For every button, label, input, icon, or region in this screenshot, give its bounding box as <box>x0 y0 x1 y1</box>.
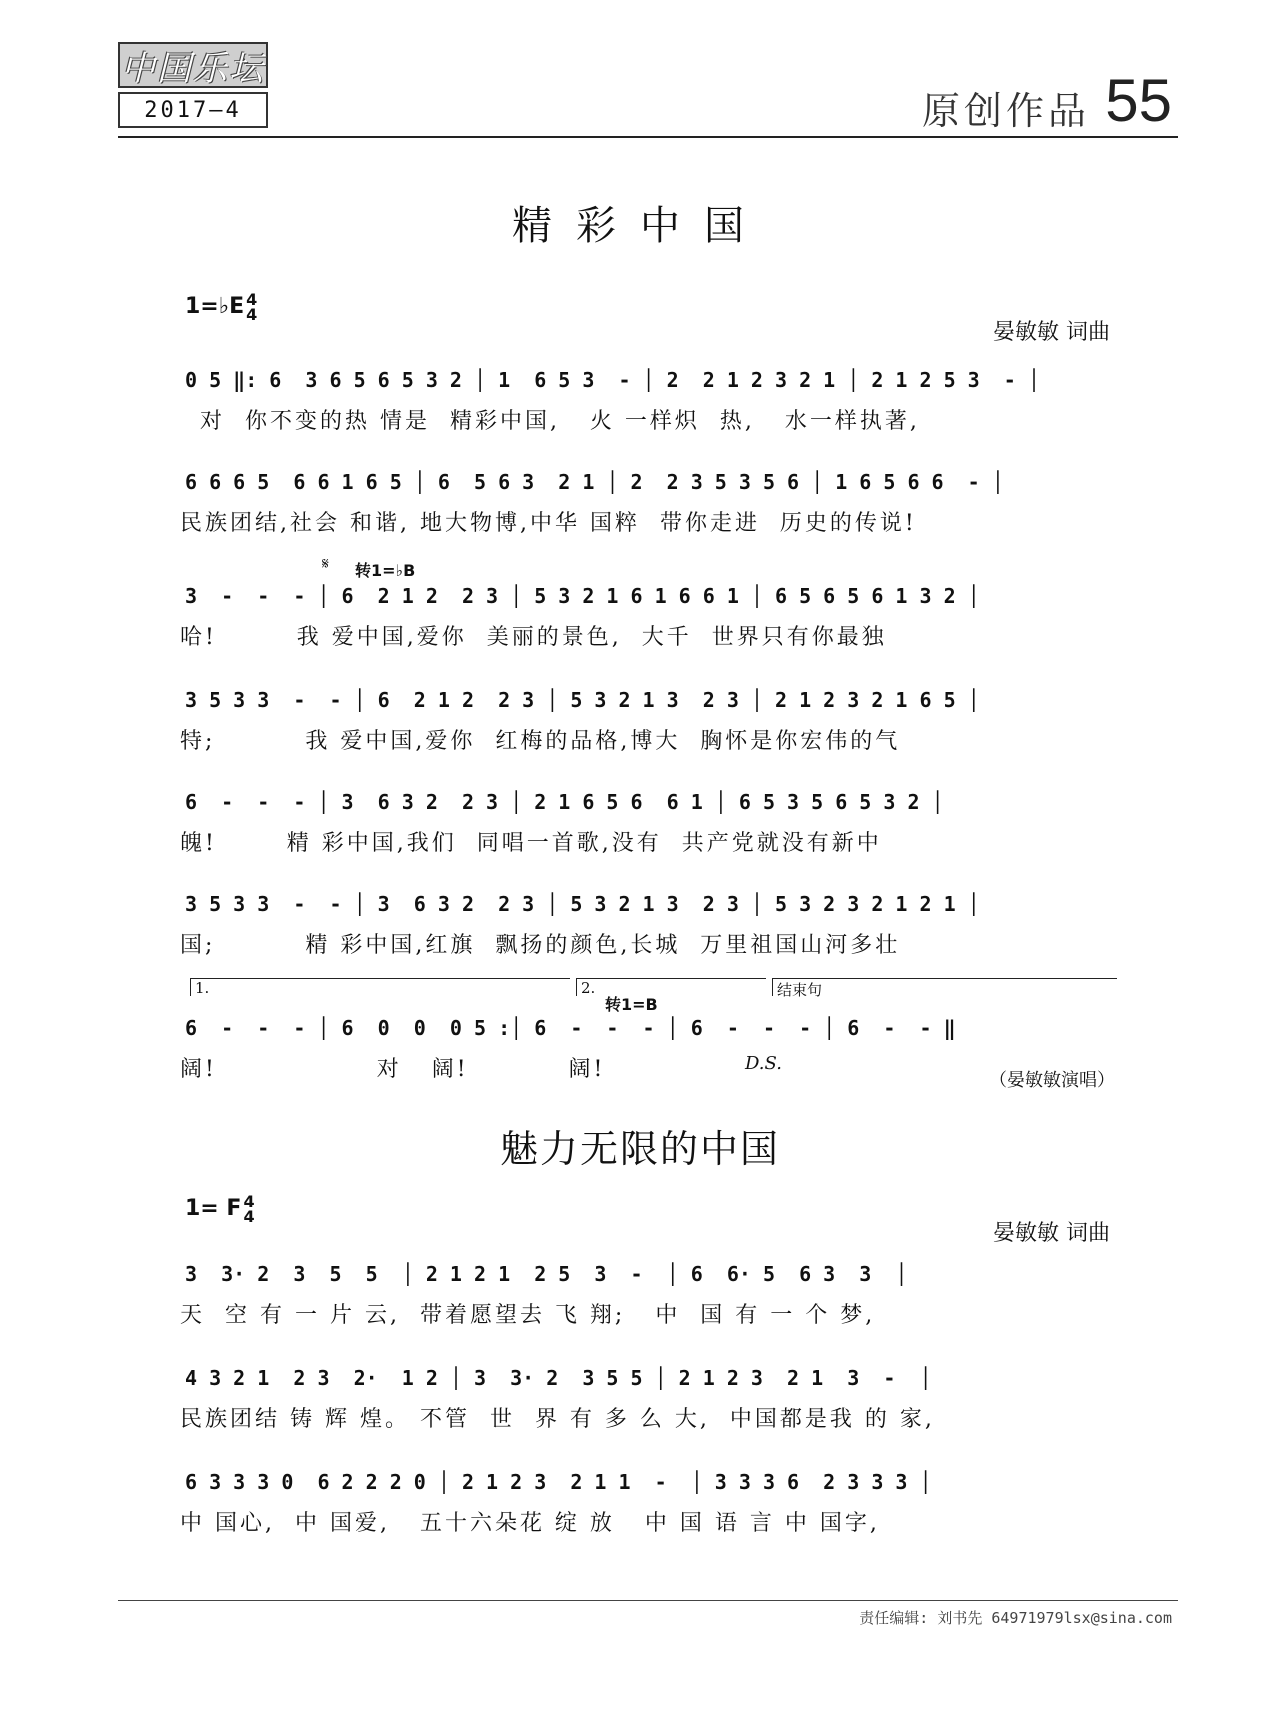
dal-segno-mark: D.S. <box>745 1053 782 1074</box>
page-number: 55 <box>1105 67 1172 134</box>
song1-line3-notes: 3 - - - │ 6 2 1 2 2 3 │ 5 3 2 1 6 1 6 6 1 │ 6 5 6 5 6 1 3 2 │ <box>185 584 980 608</box>
song1-time-signature <box>246 292 257 322</box>
song2-line3-lyrics: 中 国心, 中 国爱, 五十六朵花 绽 放 中 国 语 言 中 国字, <box>180 1511 880 1536</box>
issue-number: 2017—4 <box>118 92 268 128</box>
song2-key-label: 1= F <box>185 1196 242 1221</box>
song1-line1-lyrics: 对 你不变的热 情是 精彩中国, 火 一样炽 热, 水一样执著, <box>180 409 920 434</box>
song1-line1-notes: 0 5 ‖: 6 3 6 5 6 5 3 2 │ 1 6 5 3 - │ 2 2 1 2 3 2 1 │ 2 1 2 5 3 - │ <box>185 368 1040 392</box>
time-bottom: 4 <box>243 1207 255 1226</box>
footer-rule <box>118 1600 1178 1601</box>
song2-time-signature <box>243 1194 254 1224</box>
song2-line2-lyrics: 民族团结 铸 辉 煌。 不管 世 界 有 多 么 大, 中国都是我 的 家, <box>180 1407 935 1432</box>
song1-line4-notes: 3 5 3 3 - - │ 6 2 1 2 2 3 │ 5 3 2 1 3 2 3 │ 2 1 2 3 2 1 6 5 │ <box>185 688 980 712</box>
volta-first-ending <box>190 978 570 996</box>
song1-key-label: 1=♭E <box>185 294 245 319</box>
song2-key <box>185 1194 255 1224</box>
song1-line5-notes: 6 - - - │ 3 6 3 2 2 3 │ 2 1 6 5 6 6 1 │ 6 5 3 5 6 5 3 2 │ <box>185 790 944 814</box>
song1-line6-notes: 3 5 3 3 - - │ 3 6 3 2 2 3 │ 5 3 2 1 3 2 3 │ 5 3 2 3 2 1 2 1 │ <box>185 892 980 916</box>
song2-line1-lyrics: 天 空 有 一 片 云, 带着愿望去 飞 翔; 中 国 有 一 个 梦, <box>180 1303 876 1328</box>
song1-line2-lyrics: 民族团结,社会 和谐, 地大物博,中华 国粹 带你走进 历史的传说! <box>180 511 917 536</box>
song2-line3-notes: 6 3 3 3 0 6 2 2 2 0 │ 2 1 2 3 2 1 1 - │ 3 3 3 6 2 3 3 3 │ <box>185 1470 932 1494</box>
song1-line7-lyrics: 阔! 对 阔! 阔! <box>180 1057 606 1082</box>
header-rule <box>118 136 1178 138</box>
song1-line4-lyrics: 特; 我 爱中国,爱你 红梅的品格,博大 胸怀是你宏伟的气 <box>180 729 901 754</box>
song2-line1-notes: 3 3· 2 3 5 5 │ 2 1 2 1 2 5 3 - │ 6 6· 5 6 3 3 │ <box>185 1262 908 1286</box>
modulation-b: 转1=B <box>605 995 658 1014</box>
modulation-b-flat: 转1=♭B <box>355 561 416 580</box>
time-top: 4 <box>243 1192 255 1211</box>
song1-line5-lyrics: 魄! 精 彩中国,我们 同唱一首歌,没有 共产党就没有新中 <box>180 831 882 856</box>
ending-bracket <box>772 978 1117 999</box>
song1-line2-notes: 6 6 6 5 6 6 1 6 5 │ 6 5 6 3 2 1 │ 2 2 3 5 3 5 6 │ 1 6 5 6 6 - │ <box>185 470 1004 494</box>
ending-label: 结束句 <box>777 981 823 999</box>
song1-line6-lyrics: 国; 精 彩中国,红旗 飘扬的颜色,长城 万里祖国山河多壮 <box>180 933 901 958</box>
song1-line3-lyrics: 哈! 我 爱中国,爱你 美丽的景色, 大千 世界只有你最独 <box>180 625 887 650</box>
time-bottom: 4 <box>246 305 258 324</box>
journal-logo: 中国乐坛 <box>118 42 268 88</box>
song2-title: 魅力无限的中国 <box>499 1127 780 1171</box>
footer-editor: 责任编辑: 刘书先 64971979lsx@sina.com <box>859 1609 1172 1627</box>
time-top: 4 <box>246 290 258 309</box>
segno-sign: 𝄋 <box>322 554 329 573</box>
song2-line2-notes: 4 3 2 1 2 3 2· 1 2 │ 3 3· 2 3 5 5 │ 2 1 2 3 2 1 3 - │ <box>185 1366 932 1390</box>
song1-line7-notes: 6 - - - │ 6 0 0 0 5 :│ 6 - - - │ 6 - - - │ 6 - - ‖ <box>185 1016 956 1040</box>
volta2-label: 2. <box>581 979 596 997</box>
section-title: 原创作品 <box>921 89 1090 133</box>
song1-credit: 晏敏敏 词曲 <box>993 320 1110 345</box>
song2-credit: 晏敏敏 词曲 <box>993 1221 1110 1246</box>
song1-key <box>185 292 257 322</box>
volta1-label: 1. <box>195 979 210 997</box>
song1-title: 精彩中国 <box>512 203 768 249</box>
song1-singer: （晏敏敏演唱） <box>989 1070 1115 1091</box>
